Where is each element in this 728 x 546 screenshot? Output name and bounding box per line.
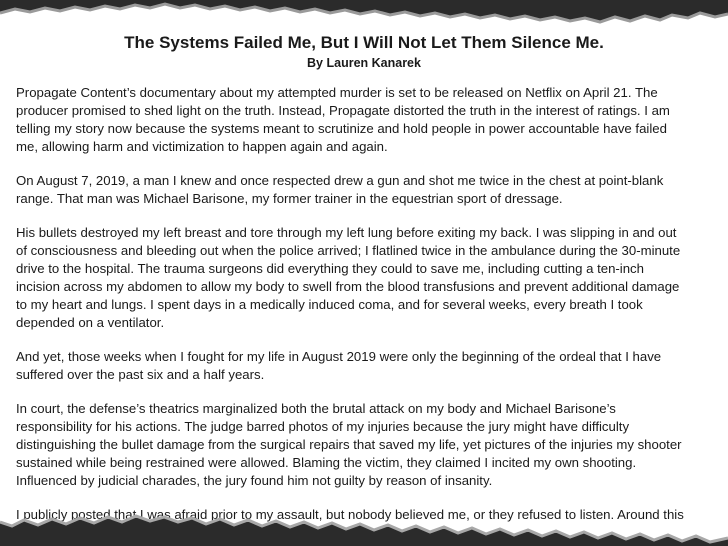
paragraph <box>16 172 728 208</box>
paragraph-line: me, allowing harm and victimization to happen again and again. <box>16 139 388 154</box>
paragraph-line: to my heart and lungs. I spent days in a medically induced coma, and for several weeks, every breath I took <box>16 297 643 312</box>
article-byline: By Lauren Kanarek <box>307 56 421 70</box>
paragraph-line: suffered over the past six and a half years. <box>16 367 265 382</box>
paragraph-line: sustained while being restrained were allowed. Blaming the victim, they claimed I incited my own shooting. <box>16 455 637 470</box>
paragraph <box>16 84 728 156</box>
paragraph-line: of consciousness and bleeding out when the police arrived; I flatlined twice in the ambulance during the 30-minute <box>16 243 681 258</box>
paragraph <box>16 224 728 332</box>
paragraph-line: And yet, those weeks when I fought for my life in August 2019 were only the beginning of the ordeal that I have <box>16 349 662 364</box>
paragraph-line: Propagate Content’s documentary about my attempted murder is set to be released on Netflix on April 21. The <box>16 85 658 100</box>
paragraph-line: His bullets destroyed my left breast and tore through my left lung before exiting my back. I was slipping in and out <box>16 225 677 240</box>
article-document <box>16 32 728 522</box>
paragraph-line: In court, the defense’s theatrics marginalized both the brutal attack on my body and Michael Barisone’s <box>16 401 616 416</box>
paragraph-line: distinguishing the bullet damage from the surgical repairs that saved my life, yet pictures of the injuries my shooter <box>16 437 682 452</box>
paragraph-line: incision across my abdomen to allow my body to swell from the blood transfusions and prevent additional damage <box>16 279 680 294</box>
paragraph-line: telling my story now because the systems meant to scrutinize and hold people in power accountable have failed <box>16 121 667 136</box>
paragraph-line: I publicly posted that I was afraid prior to my assault, but nobody believed me, or they refused to listen. Around this <box>16 507 684 522</box>
torn-top-edge <box>0 0 728 30</box>
paragraph <box>16 348 728 384</box>
paragraph-line: drive to the hospital. The trauma surgeons did everything they could to save me, including cutting a ten-inch <box>16 261 644 276</box>
paragraph-line: responsibility for his actions. The judge barred photos of my injuries because the jury might have difficulty <box>16 419 630 434</box>
article-title: The Systems Failed Me, But I Will Not Let Them Silence Me. <box>124 33 604 52</box>
paragraph <box>16 400 728 490</box>
paragraph-line: range. That man was Michael Barisone, my former trainer in the equestrian sport of dressage. <box>16 191 563 206</box>
torn-bottom-edge <box>0 512 728 546</box>
paragraph-line: Influenced by judicial charades, the jury found him not guilty by reason of insanity. <box>16 473 493 488</box>
paragraph-line: producer promised to shed light on the truth. Instead, Propagate distorted the truth in the interest of ratings. I am <box>16 103 670 118</box>
paragraph-line: On August 7, 2019, a man I knew and once respected drew a gun and shot me twice in the chest at point-blank <box>16 173 664 188</box>
paragraph-line: depended on a ventilator. <box>16 315 165 330</box>
